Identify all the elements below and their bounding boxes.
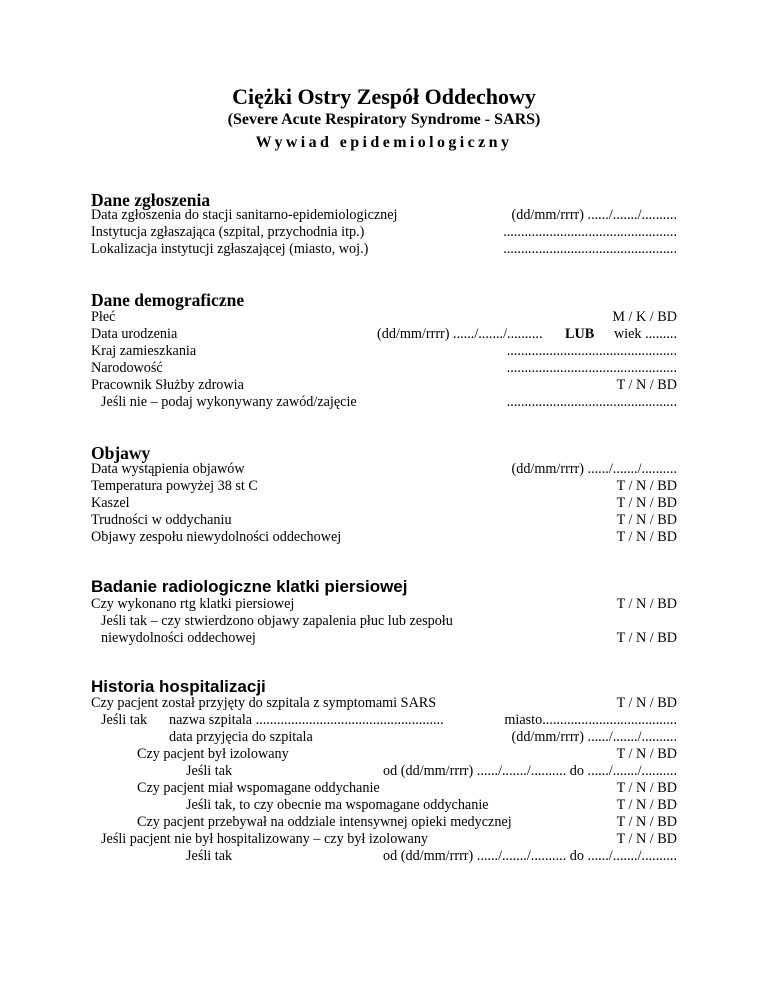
- row-data-przyjecia: [0, 729, 768, 746]
- date-range-field[interactable]: od (dd/mm/rrrr) ....../......./.......... do ....../......./..........: [383, 848, 677, 864]
- page-subtitle-spaced: Wywiad epidemiologiczny: [255, 134, 513, 151]
- section-title-demografia: Dane demograficzne: [91, 290, 245, 310]
- row-oiom: [0, 814, 768, 831]
- age-field[interactable]: wiek .........: [613, 326, 677, 342]
- label: Objawy zespołu niewydolności oddechowej: [91, 529, 342, 545]
- row-nazwa-szpitala: [0, 712, 768, 729]
- label: Pracownik Służby zdrowia: [91, 377, 244, 393]
- label: data przyjęcia do szpitala: [169, 729, 313, 745]
- text-field[interactable]: ................................................: [506, 394, 677, 410]
- choice-field[interactable]: T / N / BD: [616, 814, 677, 830]
- city-field[interactable]: miasto......................................: [504, 712, 677, 728]
- row-stwierdzono-2: [0, 630, 768, 647]
- label: Data zgłoszenia do stacji sanitarno-epidemiologicznej: [91, 207, 398, 223]
- choice-field[interactable]: T / N / BD: [616, 529, 677, 545]
- label: Kaszel: [91, 495, 130, 511]
- label: Czy pacjent przebywał na oddziale intensywnej opieki medycznej: [137, 814, 512, 830]
- label: Czy pacjent był izolowany: [137, 746, 289, 762]
- text-field[interactable]: ................................................: [506, 343, 677, 359]
- label: Jeśli tak, to czy obecnie ma wspomagane oddychanie: [186, 797, 489, 813]
- choice-field[interactable]: T / N / BD: [616, 512, 677, 528]
- choice-field[interactable]: T / N / BD: [616, 746, 677, 762]
- row-przyjety: [0, 695, 768, 712]
- row-pracownik: [0, 377, 768, 394]
- or-label: LUB: [565, 326, 595, 342]
- text-field[interactable]: ................................................: [506, 360, 677, 376]
- choice-field[interactable]: T / N / BD: [616, 630, 677, 646]
- choice-field[interactable]: T / N / BD: [616, 797, 677, 813]
- label: niewydolności oddechowej: [101, 630, 256, 646]
- label: Czy wykonano rtg klatki piersiowej: [91, 596, 295, 612]
- row-data-wystapienia: [0, 461, 768, 478]
- row-izolowany: [0, 746, 768, 763]
- label: Instytucja zgłaszająca (szpital, przychodnia itp.): [91, 224, 365, 240]
- choice-field[interactable]: T / N / BD: [616, 495, 677, 511]
- row-temperatura: [0, 478, 768, 495]
- section-title-zgloszenie: Dane zgłoszenia: [91, 190, 211, 210]
- label: Jeśli nie – podaj wykonywany zawód/zajęcie: [101, 394, 357, 410]
- choice-field[interactable]: T / N / BD: [616, 377, 677, 393]
- choice-field[interactable]: T / N / BD: [616, 780, 677, 796]
- section-title-hospitalizacja: Historia hospitalizacji: [91, 677, 266, 696]
- row-izolacja-okres: [0, 763, 768, 780]
- page-subtitle: (Severe Acute Respiratory Syndrome - SARS): [227, 111, 541, 128]
- row-instytucja: [0, 224, 768, 241]
- label: Jeśli tak: [186, 848, 233, 864]
- label: Kraj zamieszkania: [91, 343, 197, 359]
- row-narodowosc: [0, 360, 768, 377]
- page-title: Ciężki Ostry Zespół Oddechowy: [232, 84, 536, 109]
- row-kraj: [0, 343, 768, 360]
- text-field[interactable]: .................................................: [503, 241, 677, 257]
- choice-field[interactable]: T / N / BD: [616, 831, 677, 847]
- label: Jeśli pacjent nie był hospitalizowany – czy był izolowany: [101, 831, 429, 847]
- date-field[interactable]: (dd/mm/rrrr) ....../......./..........: [511, 207, 677, 223]
- label: Narodowość: [91, 360, 163, 376]
- choice-field[interactable]: T / N / BD: [616, 596, 677, 612]
- row-niewydolnosc: [0, 529, 768, 546]
- row-zawod: [0, 394, 768, 411]
- label: Temperatura powyżej 38 st C: [91, 478, 258, 494]
- date-field[interactable]: (dd/mm/rrrr) ....../......./..........: [511, 461, 677, 477]
- date-field[interactable]: (dd/mm/rrrr) ....../......./..........: [377, 326, 543, 342]
- date-range-field[interactable]: od (dd/mm/rrrr) ....../......./.......... do ....../......./..........: [383, 763, 677, 779]
- label: Trudności w oddychaniu: [91, 512, 232, 528]
- label: Jeśli tak: [101, 712, 148, 728]
- hospital-name-field[interactable]: nazwa szpitala .....................................................: [169, 712, 444, 728]
- row-wspomagane: [0, 780, 768, 797]
- choice-field[interactable]: T / N / BD: [616, 695, 677, 711]
- label: Data wystąpienia objawów: [91, 461, 245, 477]
- row-obecnie: [0, 797, 768, 814]
- row-stwierdzono-1: [0, 613, 768, 630]
- row-nie-hospitalizowany: [0, 831, 768, 848]
- choice-field[interactable]: T / N / BD: [616, 478, 677, 494]
- date-field[interactable]: (dd/mm/rrrr) ....../......./..........: [511, 729, 677, 745]
- label: Płeć: [91, 309, 116, 325]
- label: Czy pacjent został przyjęty do szpitala z symptomami SARS: [91, 695, 437, 711]
- text-field[interactable]: .................................................: [503, 224, 677, 240]
- label: Czy pacjent miał wspomagane oddychanie: [137, 780, 380, 796]
- label: Jeśli tak – czy stwierdzono objawy zapalenia płuc lub zespołu: [101, 613, 453, 629]
- label: Data urodzenia: [91, 326, 178, 342]
- row-data-urodzenia: [0, 326, 768, 343]
- row-kaszel: [0, 495, 768, 512]
- section-title-objawy: Objawy: [91, 443, 151, 463]
- row-trudnosci: [0, 512, 768, 529]
- row-data-zgloszenia: [0, 207, 768, 224]
- section-title-radiologia: Badanie radiologiczne klatki piersiowej: [91, 577, 408, 596]
- row-izolacja-okres-2: [0, 848, 768, 865]
- row-rtg: [0, 596, 768, 613]
- row-lokalizacja: [0, 241, 768, 258]
- row-plec: [0, 309, 768, 326]
- choice-field[interactable]: M / K / BD: [612, 309, 677, 325]
- label: Jeśli tak: [186, 763, 233, 779]
- label: Lokalizacja instytucji zgłaszającej (miasto, woj.): [91, 241, 369, 257]
